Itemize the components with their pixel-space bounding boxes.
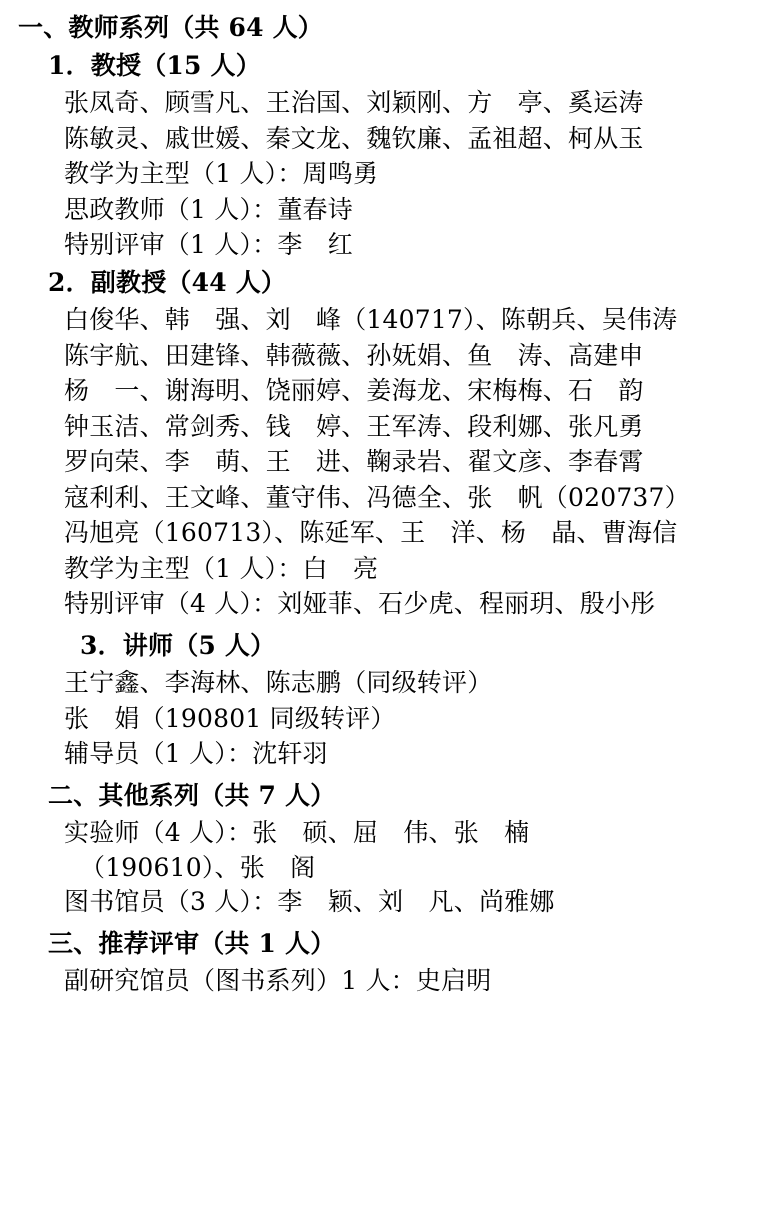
name-list-line: 图书馆员（3 人）：李 颖、刘 凡、尚雅娜: [64, 887, 555, 916]
section-heading-3: 三、推荐评审（共 1 人）: [48, 928, 336, 958]
name-list-line: 辅导员（1 人）：沈轩羽: [64, 739, 328, 768]
name-list-line-continued: （190610）、张 阁: [80, 852, 316, 882]
name-list-line: 张凤奇、顾雪凡、王治国、刘颖刚、方 亭、奚运涛: [64, 88, 644, 117]
name-list-line: 实验师（4 人）：张 硕、屈 伟、张 楠: [64, 818, 530, 847]
name-list-line: 特别评审（1 人）：李 红: [64, 230, 353, 259]
name-list-line: 寇利利、王文峰、董守伟、冯德全、张 帆（020737）: [64, 482, 690, 512]
subsection-heading-lecturer: 3．讲师（5 人）: [80, 630, 276, 660]
name-list-line: 特别评审（4 人）：刘娅菲、石少虎、程丽玥、殷小彤: [64, 589, 656, 618]
name-list-line: 钟玉洁、常剑秀、钱 婷、王军涛、段利娜、张凡勇: [64, 411, 644, 441]
name-list-line: 冯旭亮（160713）、陈延军、王 洋、杨 晶、曹海信: [64, 518, 678, 547]
subsection-heading-associate-professor: 2．副教授（44 人）: [48, 267, 287, 297]
name-list-line: 陈宇航、田建锋、韩薇薇、孙妩娟、鱼 涛、高建申: [64, 340, 644, 370]
name-list-line: 杨 一、谢海明、饶丽婷、姜海龙、宋梅梅、石 韵: [64, 376, 644, 405]
name-list-line: 张 娟（190801 同级转评）: [64, 703, 396, 733]
section-heading-1: 一、教师系列（共 64 人）: [18, 13, 323, 42]
name-list-line: 思政教师（1 人）：董春诗: [64, 194, 353, 224]
name-list-line: 罗向荣、李 萌、王 进、鞠录岩、翟文彦、李春霄: [64, 447, 644, 476]
name-list-line: 副研究馆员（图书系列）1 人：史启明: [64, 966, 492, 995]
name-list-line: 教学为主型（1 人）：白 亮: [64, 553, 379, 583]
name-list-line: 白俊华、韩 强、刘 峰（140717）、陈朝兵、吴伟涛: [64, 305, 678, 334]
name-list-line: 陈敏灵、戚世媛、秦文龙、魏钦廉、孟祖超、柯从玉: [64, 123, 644, 153]
name-list-line: 教学为主型（1 人）：周鸣勇: [64, 159, 379, 188]
name-list-line: 王宁鑫、李海林、陈志鹏（同级转评）: [64, 668, 493, 697]
section-heading-2: 二、其他系列（共 7 人）: [48, 780, 336, 810]
subsection-heading-professor: 1．教授（15 人）: [48, 50, 261, 80]
